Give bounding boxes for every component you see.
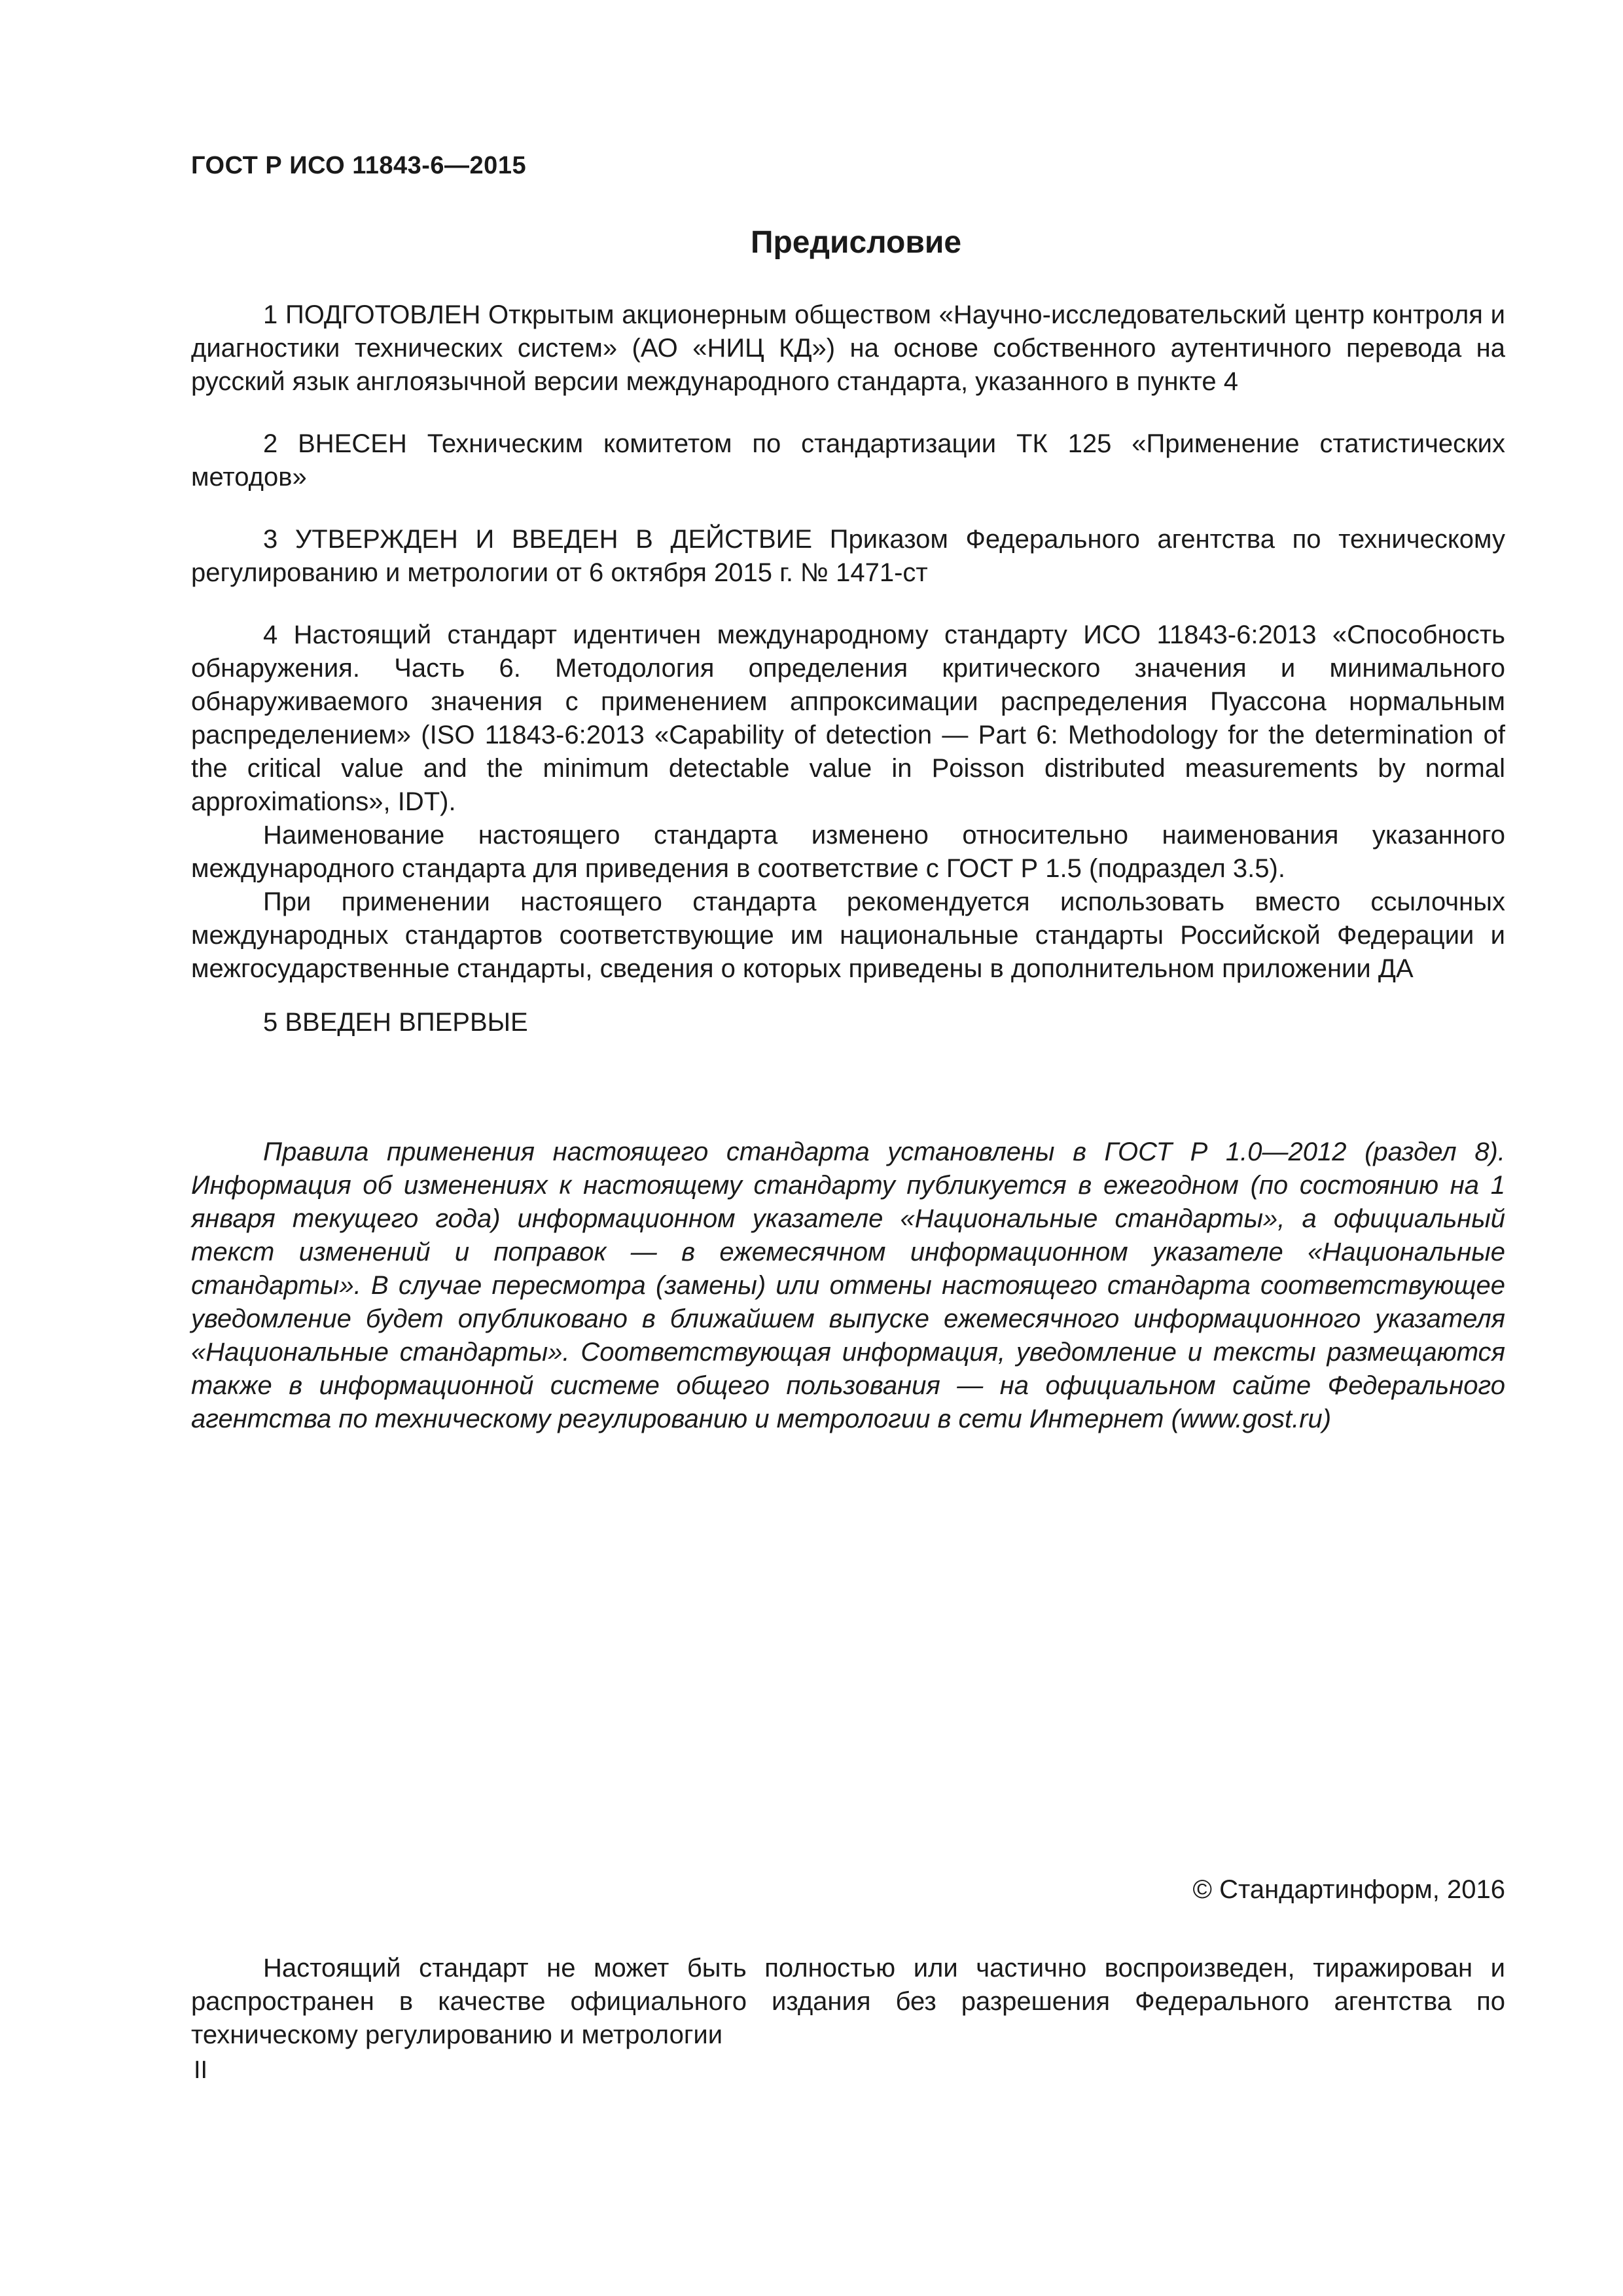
section-3 [191,523,1505,590]
section-1-text: 1 ПОДГОТОВЛЕН Открытым акционерным обществом «Научно-исследовательский центр контроля и диагностики технических систем» (АО «НИЦ КД») на основе собственного аутентичного перевода на русский язык англоязычной версии международного стандарта, указанного в пункте 4 [191,300,1505,396]
page-number: II [194,2056,208,2084]
copyright-line: © Стандартинформ, 2016 [1192,1875,1505,1904]
section-4-paragraph-3: При применении настоящего стандарта рекомендуется использовать вместо ссылочных международных стандартов соответствующие им национальные стандарты Российской Федерации и межгосударственные стандарты, сведения о которых приведены в дополнительном приложении ДА [191,888,1505,983]
section-5 [191,1006,1505,1039]
document-header: ГОСТ Р ИСО 11843-6—2015 [191,152,527,179]
section-2-text: 2 ВНЕСЕН Техническим комитетом по стандартизации ТК 125 «Применение статистических методов» [191,429,1505,492]
section-5-text: 5 ВВЕДЕН ВПЕРВЫЕ [263,1008,528,1037]
section-4 [191,619,1505,986]
section-4-paragraph-2: Наименование настоящего стандарта изменено относительно наименования указанного международного стандарта для приведения в соответствие с ГОСТ Р 1.5 (подраздел 3.5). [191,821,1505,883]
page-title: Предисловие [750,225,962,260]
section-2 [191,427,1505,494]
usage-notice: Правила применения настоящего стандарта установлены в ГОСТ Р 1.0—2012 (раздел 8). Информация об изменениях к настоящему стандарту публикуется в ежегодном (по состоянию на 1 января текущего года) информационном указателе «Национальные стандарты», а официальный текст изменений и поправок — в ежемесячном информационном указателе «Национальные стандарты». В случае пересмотра (замены) или отмены настоящего стандарта соответствующее уведомление будет опубликовано в ближайшем выпуске ежемесячного информационного указателя «Национальные стандарты». Соответствующая информация, уведомление и тексты размещаются также в информационной системе общего пользования — на официальном сайте Федерального агентства по техническому регулированию и метрологии в сети Интернет (www.gost.ru) [191,1138,1505,1433]
reproduction-notice: Настоящий стандарт не может быть полностью или частично воспроизведен, тиражирован и распространен в качестве официального издания без разрешения Федерального агентства по техническому регулированию и метрологии [191,1954,1505,2049]
section-4-text: 4 Настоящий стандарт идентичен международному стандарту ИСО 11843-6:2013 «Способность обнаружения. Часть 6. Методология определения критического значения и минимального обнаруживаемого значения с применением аппроксимации распределения Пуассона нормальным распределением» (ISO 11843-6:2013 «Capability of detection — Part 6: Methodology for the determination of the critical value and the minimum detectable value in Poisson distributed measurements by normal approximations», IDT). [191,620,1505,816]
section-3-text: 3 УТВЕРЖДЕН И ВВЕДЕН В ДЕЙСТВИЕ Приказом Федерального агентства по техническому регулированию и метрологии от 6 октября 2015 г. № 1471-ст [191,525,1505,587]
section-1 [191,298,1505,399]
